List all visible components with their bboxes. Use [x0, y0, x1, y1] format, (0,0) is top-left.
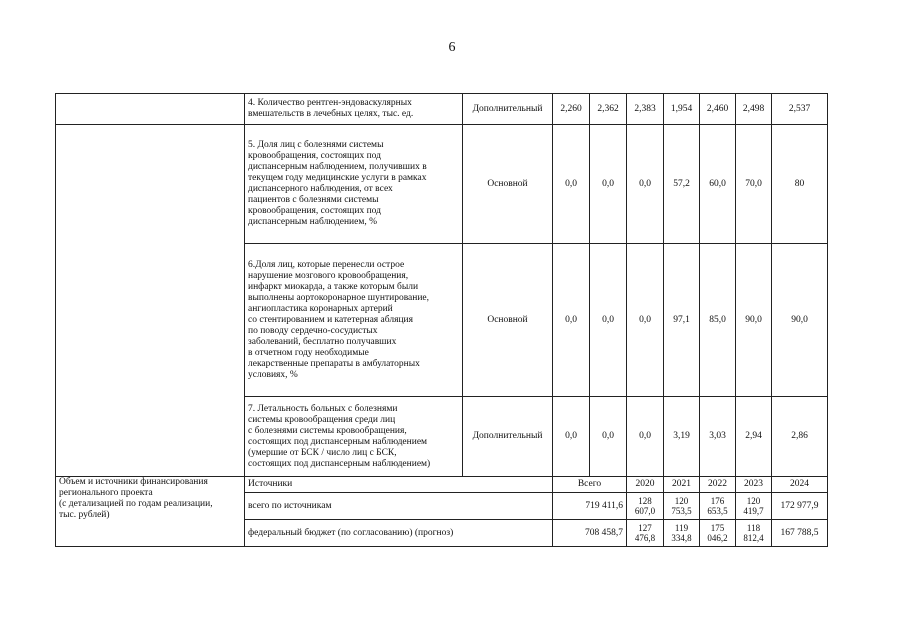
empty-cell	[56, 94, 245, 125]
finance-source: всего по источникам	[245, 493, 553, 520]
finance-header-total: Всего	[553, 477, 627, 493]
indicator-value: 0,0	[590, 244, 627, 397]
indicator-value: 2,260	[553, 94, 590, 125]
indicator-value: 90,0	[736, 244, 772, 397]
finance-header-year: 2021	[664, 477, 700, 493]
passport-table	[55, 93, 828, 547]
finance-header-year: 2022	[700, 477, 736, 493]
finance-source: федеральный бюджет (по согласованию) (прогноз)	[245, 520, 553, 547]
indicator-name: 6.Доля лиц, которые перенесли острое нарушение мозгового кровообращения, инфаркт миокарда, а также которым были выполнены аортокоронарное шунтирование, ангиопластика коронарных артерий со стентированием и катетерная абляция по поводу сердечно-сосудистых заболеваний, бесплатно получавших в отчетном году необходимые лекарственные препараты в амбулаторных условиях, %	[245, 244, 463, 397]
empty-cell	[56, 125, 245, 477]
indicator-value: 80	[772, 125, 828, 244]
indicator-name: 7. Летальность больных с болезнями системы кровообращения среди лиц с болезнями системы кровообращения, состоящих под диспансерным наблюдением (умершие от БСК / число лиц с БСК, состоящих под диспансерным наблюдением)	[245, 397, 463, 477]
finance-header-year: 2024	[772, 477, 828, 493]
finance-total: 708 458,7	[553, 520, 627, 547]
finance-header-source: Источники	[245, 477, 553, 493]
indicator-name: 4. Количество рентген-эндоваскулярных вмешательств в лечебных целях, тыс. ед.	[245, 94, 463, 125]
indicator-type: Основной	[463, 244, 553, 397]
indicator-value: 0,0	[627, 244, 664, 397]
page-number: 6	[448, 40, 456, 55]
indicator-value: 0,0	[627, 397, 664, 477]
indicator-value: 3,19	[664, 397, 700, 477]
indicator-value: 2,383	[627, 94, 664, 125]
finance-header-year: 2020	[627, 477, 664, 493]
table-row	[56, 94, 828, 125]
finance-value: 119 334,8	[664, 520, 700, 547]
indicator-value: 60,0	[700, 125, 736, 244]
finance-value: 175 046,2	[700, 520, 736, 547]
finance-total: 719 411,6	[553, 493, 627, 520]
indicator-value: 85,0	[700, 244, 736, 397]
indicator-value: 97,1	[664, 244, 700, 397]
indicator-type: Основной	[463, 125, 553, 244]
indicator-value: 2,86	[772, 397, 828, 477]
indicator-value: 0,0	[553, 125, 590, 244]
table-row	[56, 125, 828, 244]
finance-value: 120 753,5	[664, 493, 700, 520]
indicator-value: 0,0	[590, 397, 627, 477]
indicator-value: 57,2	[664, 125, 700, 244]
indicator-value: 0,0	[553, 397, 590, 477]
indicator-value: 70,0	[736, 125, 772, 244]
finance-value: 176 653,5	[700, 493, 736, 520]
indicator-value: 2,460	[700, 94, 736, 125]
indicator-type: Дополнительный	[463, 397, 553, 477]
indicator-value: 0,0	[590, 125, 627, 244]
indicator-value: 90,0	[772, 244, 828, 397]
finance-value: 128 607,0	[627, 493, 664, 520]
indicator-type: Дополнительный	[463, 94, 553, 125]
indicator-value: 2,362	[590, 94, 627, 125]
indicator-value: 1,954	[664, 94, 700, 125]
finance-value: 172 977,9	[772, 493, 828, 520]
finance-header-year: 2023	[736, 477, 772, 493]
finance-value: 118 812,4	[736, 520, 772, 547]
indicator-name: 5. Доля лиц с болезнями системы кровообращения, состоящих под диспансерным наблюдением, получивших в текущем году медицинские услуги в рамках диспансерного наблюдения, от всех пациентов с болезнями системы кровообращения, состоящих под диспансерным наблюдением, %	[245, 125, 463, 244]
finance-value: 120 419,7	[736, 493, 772, 520]
finance-header-row	[56, 477, 828, 493]
indicator-value: 2,537	[772, 94, 828, 125]
indicator-value: 2,498	[736, 94, 772, 125]
finance-label: Объем и источники финансирования регионального проекта (с детализацией по годам реализации, тыс. рублей)	[56, 477, 245, 547]
indicator-value: 2,94	[736, 397, 772, 477]
finance-value: 167 788,5	[772, 520, 828, 547]
indicator-value: 3,03	[700, 397, 736, 477]
indicator-value: 0,0	[627, 125, 664, 244]
indicator-value: 0,0	[553, 244, 590, 397]
finance-value: 127 476,8	[627, 520, 664, 547]
